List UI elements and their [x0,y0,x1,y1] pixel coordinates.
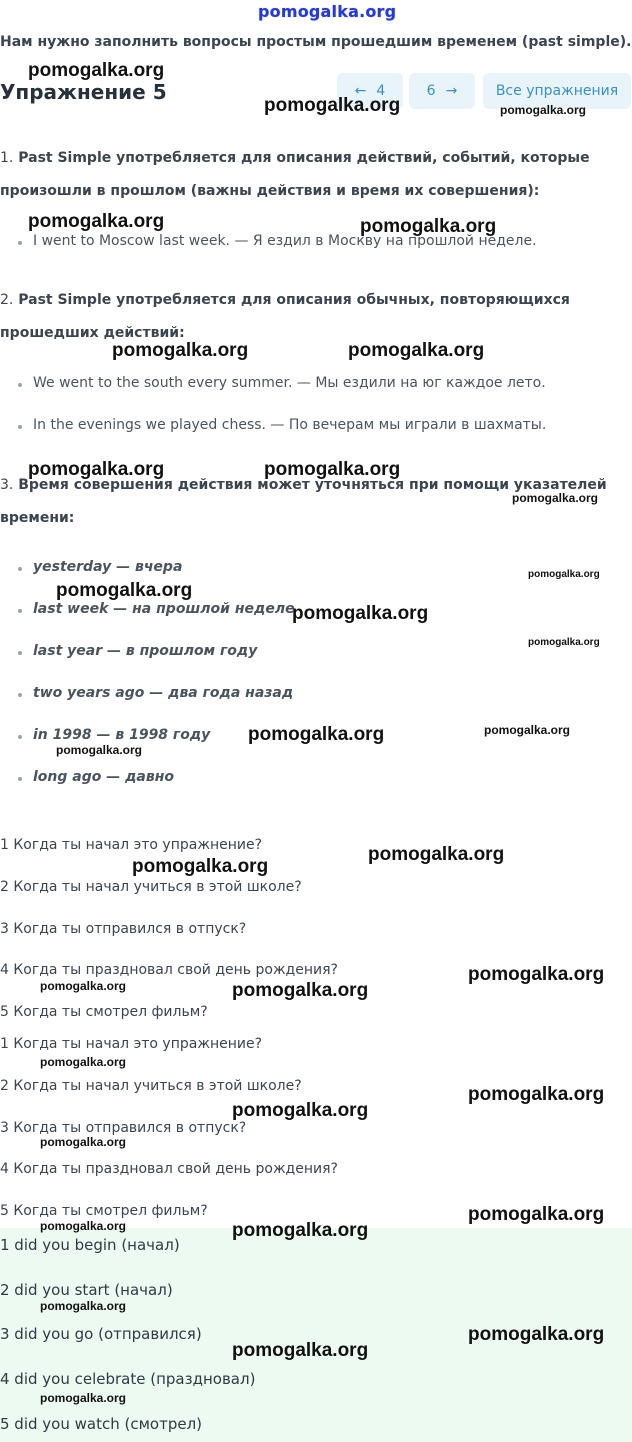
rule-2-example-2: In the evenings we played chess. — По вечерам мы играли в шахматы. [33,417,547,433]
watermark: pomogalka.org [232,1220,369,1241]
watermark: pomogalka.org [528,569,600,580]
rule-1-number: 1. [0,150,14,166]
watermark: pomogalka.org [40,1299,127,1313]
site-url[interactable]: pomogalka.org [258,2,397,21]
watermark: pomogalka.org [28,459,165,480]
next-exercise-label: 6 [426,83,436,99]
rule-1-text: Past Simple употребляется для описания действий, событий, которые [18,150,590,166]
watermark: pomogalka.org [468,964,605,985]
question-a-2: 2 Когда ты начал учиться в этой школе? [0,879,302,895]
question-b-3: 3 Когда ты отправился в отпуск? [0,1120,247,1136]
question-a-1: 1 Когда ты начал это упражнение? [0,837,263,853]
answer-1: 1 did you begin (начал) [0,1236,180,1254]
time-marker-3: last year — в прошлом году [33,643,258,659]
question-b-5: 5 Когда ты смотрел фильм? [0,1203,208,1219]
rule-2-example-1: We went to the south every summer. — Мы ездили на юг каждое лето. [33,375,546,391]
watermark: pomogalka.org [348,340,485,361]
next-exercise-button[interactable] [409,73,475,109]
watermark: pomogalka.org [248,724,385,745]
watermark: pomogalka.org [28,211,165,232]
rule-1-example-1: I went to Moscow last week. — Я ездил в Москву на прошлой неделе. [33,233,537,249]
question-a-4: 4 Когда ты праздновал свой день рождения? [0,962,338,978]
rule-3-number: 3. [0,477,14,493]
answer-2: 2 did you start (начал) [0,1281,173,1299]
watermark: pomogalka.org [264,459,401,480]
watermark: pomogalka.org [28,60,165,81]
watermark: pomogalka.org [56,580,193,601]
bullet [18,241,22,245]
watermark: pomogalka.org [112,340,249,361]
answer-5: 5 did you watch (смотрел) [0,1415,203,1433]
intro-text: Нам нужно заполнить вопросы простым прошедшим временем (past simple). [0,34,632,50]
bullet [18,383,22,387]
watermark: pomogalka.org [368,844,505,865]
watermark: pomogalka.org [40,1135,127,1149]
bullet [18,425,22,429]
time-marker-2: last week — на прошлой неделе [33,601,295,617]
rule-2-line2: прошедших действий: [0,325,185,341]
question-b-4: 4 Когда ты праздновал свой день рождения? [0,1161,338,1177]
answer-4: 4 did you celebrate (праздновал) [0,1370,256,1388]
watermark: pomogalka.org [360,216,497,237]
watermark: pomogalka.org [468,1324,605,1345]
rule-2-line1 [0,292,570,308]
watermark: pomogalka.org [56,743,143,757]
all-exercises-label: Все упражнения [495,83,619,99]
watermark: pomogalka.org [132,856,269,877]
watermark: pomogalka.org [512,491,599,505]
time-marker-5: in 1998 — в 1998 году [33,727,211,743]
watermark: pomogalka.org [468,1204,605,1225]
bullet [18,735,22,739]
watermark: pomogalka.org [40,979,127,993]
arrow-right-icon: → [445,83,458,99]
watermark: pomogalka.org [40,1391,127,1405]
watermark: pomogalka.org [468,1084,605,1105]
question-a-3: 3 Когда ты отправился в отпуск? [0,921,247,937]
rule-1-line1 [0,150,590,166]
arrow-left-icon: ← [354,83,367,99]
watermark: pomogalka.org [264,95,401,116]
rule-1-line2: произошли в прошлом (важны действия и время их совершения): [0,183,540,199]
watermark: pomogalka.org [500,103,587,117]
watermark: pomogalka.org [292,603,429,624]
time-marker-4: two years ago — два года назад [33,685,294,701]
question-b-1: 1 Когда ты начал это упражнение? [0,1036,263,1052]
bullet [18,609,22,613]
time-marker-1: yesterday — вчера [33,559,183,575]
time-marker-6: long ago — давно [33,769,175,785]
rule-3-text: Время совершения действия может уточняться при помощи указателей [18,477,607,493]
page-title: Упражнение 5 [0,80,167,104]
watermark: pomogalka.org [40,1219,127,1233]
rule-2-number: 2. [0,292,14,308]
watermark: pomogalka.org [232,1340,369,1361]
watermark: pomogalka.org [528,637,600,648]
question-b-2: 2 Когда ты начал учиться в этой школе? [0,1078,302,1094]
watermark: pomogalka.org [232,980,369,1001]
watermark: pomogalka.org [484,723,571,737]
watermark: pomogalka.org [232,1100,369,1121]
bullet [18,693,22,697]
question-a-5: 5 Когда ты смотрел фильм? [0,1004,208,1020]
bullet [18,777,22,781]
rule-2-text: Past Simple употребляется для описания обычных, повторяющихся [18,292,570,308]
rule-3-line2: времени: [0,510,75,526]
watermark: pomogalka.org [40,1055,127,1069]
bullet [18,567,22,571]
answer-3: 3 did you go (отправился) [0,1325,202,1343]
prev-exercise-label: 4 [376,83,386,99]
bullet [18,651,22,655]
